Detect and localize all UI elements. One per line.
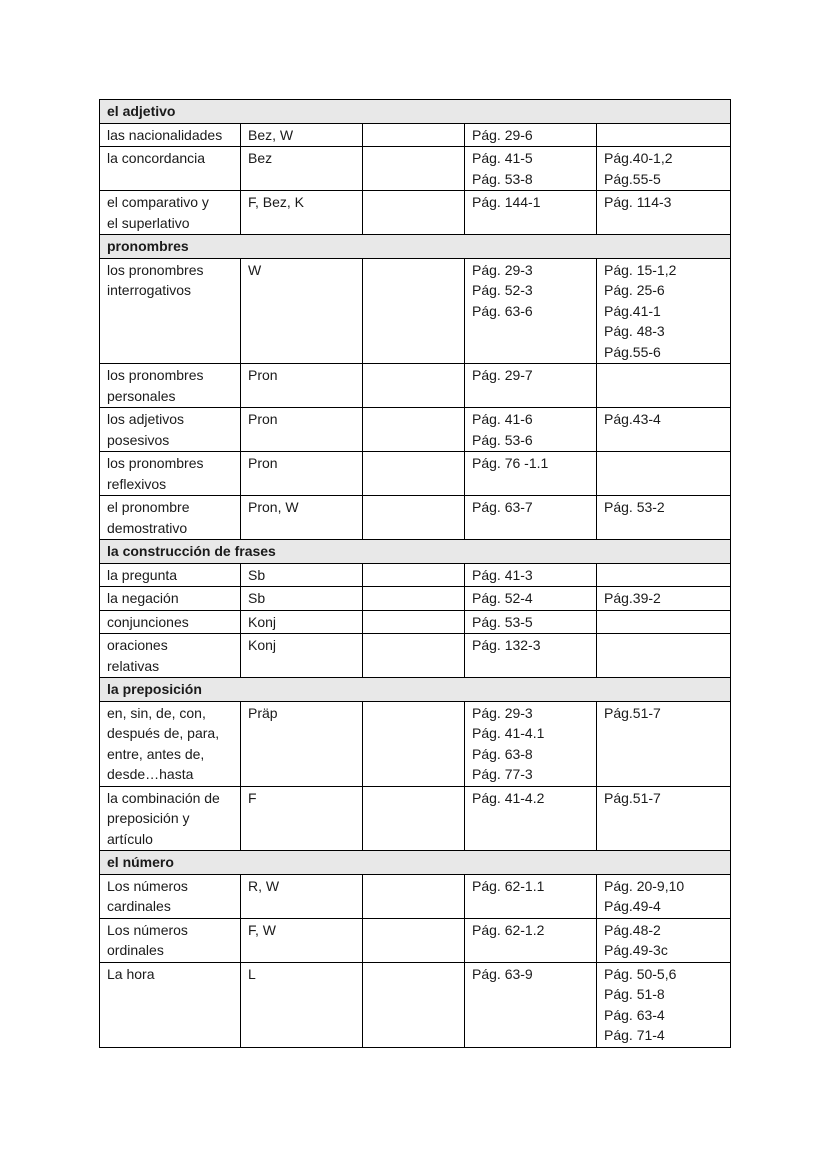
code-cell-line: Sb: [248, 590, 266, 606]
page-ref-cell: [465, 874, 597, 918]
table-row: [100, 610, 731, 634]
document-page: [99, 99, 730, 1048]
page-ref-cell-line: Pág. 76 -1.1: [472, 455, 549, 471]
code-cell-line: Pron, W: [248, 499, 299, 515]
topic-cell: [100, 123, 241, 147]
topic-cell-line: en, sin, de, con,: [107, 704, 206, 721]
extra-ref-cell: [597, 874, 731, 918]
page-ref-cell-line: Pág. 53-6: [472, 431, 533, 448]
page-ref-cell-line: Pág. 41-4.2: [472, 789, 545, 806]
section-title: el número: [100, 851, 731, 875]
topic-cell-line: reflexivos: [107, 475, 167, 492]
topic-cell: [100, 563, 241, 587]
extra-ref-cell: [597, 634, 731, 678]
topic-cell: [100, 408, 241, 452]
code-cell-line: L: [248, 965, 256, 982]
topic-cell: [100, 147, 241, 191]
extra-ref-cell-line: Pág. 51-8: [604, 986, 665, 1002]
topic-cell-line: preposición y: [107, 810, 190, 826]
page-ref-cell: [465, 258, 597, 364]
page-ref-cell: [465, 147, 597, 191]
topic-cell-line: conjunciones: [107, 613, 189, 630]
page-ref-cell-line: Pág. 53-8: [472, 170, 533, 187]
topic-cell-line: el superlativo: [107, 214, 190, 231]
topic-cell: [100, 610, 241, 634]
extra-ref-cell-line: Pág.55-6: [604, 343, 661, 360]
section-title: la construcción de frases: [100, 540, 731, 564]
empty-cell: [363, 701, 465, 786]
code-cell: [241, 918, 363, 962]
table-row: [100, 874, 731, 918]
code-cell-line: F, Bez, K: [248, 194, 305, 210]
page-ref-cell: [465, 123, 597, 147]
code-cell: [241, 610, 363, 634]
topic-cell-line: después de, para,: [107, 725, 220, 741]
extra-ref-cell: [597, 452, 731, 496]
empty-cell: [363, 634, 465, 678]
page-ref-cell: [465, 610, 597, 634]
page-ref-cell-line: Pág. 29-3: [472, 261, 533, 278]
code-cell-line: W: [248, 261, 262, 278]
topic-cell-line: los pronombres: [107, 455, 204, 471]
extra-ref-cell: [597, 123, 731, 147]
extra-ref-cell-line: Pág.39-2: [604, 590, 661, 606]
grammar-table-body: [100, 100, 731, 1048]
topic-cell-line: entre, antes de,: [107, 745, 205, 762]
topic-cell: [100, 587, 241, 611]
code-cell: [241, 634, 363, 678]
extra-ref-cell-line: Pág. 53-2: [604, 499, 665, 515]
page-ref-cell-line: Pág. 144-1: [472, 194, 541, 210]
table-row: [100, 452, 731, 496]
page-ref-cell-line: Pág. 41-5: [472, 150, 533, 166]
extra-ref-cell: [597, 258, 731, 364]
code-cell-line: Konj: [248, 637, 277, 653]
code-cell-line: Bez, W: [248, 126, 294, 143]
code-cell-line: Sb: [248, 566, 266, 583]
topic-cell: [100, 786, 241, 851]
topic-cell-line: personales: [107, 387, 176, 404]
extra-ref-cell-line: Pág. 15-1,2: [604, 261, 677, 278]
extra-ref-cell: [597, 587, 731, 611]
code-cell: [241, 701, 363, 786]
section-header-row: [100, 678, 731, 702]
topic-cell-line: Los números: [107, 921, 188, 938]
topic-cell-line: interrogativos: [107, 282, 192, 298]
page-ref-cell: [465, 701, 597, 786]
topic-cell-line: la concordancia: [107, 150, 206, 166]
extra-ref-cell-line: Pág.51-7: [604, 789, 661, 806]
table-row: [100, 587, 731, 611]
page-ref-cell-line: Pág. 62-1.2: [472, 921, 545, 938]
section-header-row: [100, 851, 731, 875]
topic-cell-line: demostrativo: [107, 519, 188, 536]
empty-cell: [363, 962, 465, 1047]
section-title: el adjetivo: [100, 100, 731, 124]
page-ref-cell-line: Pág. 63-9: [472, 965, 533, 982]
code-cell: [241, 563, 363, 587]
section-header-row: [100, 235, 731, 259]
topic-cell: [100, 918, 241, 962]
table-row: [100, 408, 731, 452]
code-cell-line: Konj: [248, 613, 277, 630]
code-cell-line: F: [248, 789, 257, 806]
topic-cell: [100, 258, 241, 364]
topic-cell: [100, 701, 241, 786]
page-ref-cell: [465, 452, 597, 496]
page-ref-cell-line: Pág. 63-6: [472, 302, 533, 319]
table-row: [100, 634, 731, 678]
table-row: [100, 191, 731, 235]
extra-ref-cell: [597, 408, 731, 452]
extra-ref-cell-line: Pág.48-2: [604, 921, 661, 938]
extra-ref-cell: [597, 610, 731, 634]
table-row: [100, 786, 731, 851]
table-row: [100, 496, 731, 540]
empty-cell: [363, 563, 465, 587]
table-row: [100, 123, 731, 147]
code-cell: [241, 364, 363, 408]
section-title: la preposición: [100, 678, 731, 702]
topic-cell-line: oraciones: [107, 637, 168, 653]
extra-ref-cell: [597, 962, 731, 1047]
code-cell-line: Präp: [248, 704, 278, 721]
table-row: [100, 918, 731, 962]
extra-ref-cell: [597, 496, 731, 540]
empty-cell: [363, 786, 465, 851]
extra-ref-cell-line: Pág.41-1: [604, 302, 661, 319]
code-cell: [241, 786, 363, 851]
empty-cell: [363, 258, 465, 364]
table-row: [100, 364, 731, 408]
page-ref-cell-line: Pág. 63-8: [472, 745, 533, 762]
topic-cell-line: La hora: [107, 965, 155, 982]
empty-cell: [363, 191, 465, 235]
topic-cell: [100, 874, 241, 918]
topic-cell-line: la combinación de: [107, 789, 220, 806]
code-cell: [241, 408, 363, 452]
table-row: [100, 962, 731, 1047]
grammar-table: [99, 99, 731, 1048]
page-ref-cell-line: Pág. 41-3: [472, 566, 533, 583]
extra-ref-cell-line: Pág.49-3c: [604, 942, 668, 958]
topic-cell: [100, 191, 241, 235]
section-header-row: [100, 540, 731, 564]
extra-ref-cell-line: Pág. 114-3: [604, 194, 672, 210]
page-ref-cell: [465, 786, 597, 851]
topic-cell-line: el comparativo y: [107, 194, 209, 210]
extra-ref-cell: [597, 191, 731, 235]
extra-ref-cell: [597, 364, 731, 408]
extra-ref-cell-line: Pág. 50-5,6: [604, 965, 677, 982]
code-cell-line: Pron: [248, 455, 278, 471]
page-ref-cell-line: Pág. 52-4: [472, 590, 533, 606]
code-cell: [241, 587, 363, 611]
table-row: [100, 258, 731, 364]
extra-ref-cell-line: Pág.55-5: [604, 170, 661, 187]
empty-cell: [363, 364, 465, 408]
extra-ref-cell-line: Pág. 48-3: [604, 323, 665, 339]
topic-cell: [100, 634, 241, 678]
extra-ref-cell-line: Pág.40-1,2: [604, 150, 673, 166]
topic-cell-line: los pronombres: [107, 367, 204, 383]
code-cell-line: Pron: [248, 411, 278, 427]
topic-cell: [100, 452, 241, 496]
page-ref-cell-line: Pág. 52-3: [472, 282, 533, 298]
empty-cell: [363, 147, 465, 191]
extra-ref-cell-line: Pág. 63-4: [604, 1006, 665, 1023]
page-ref-cell: [465, 587, 597, 611]
page-ref-cell: [465, 408, 597, 452]
code-cell: [241, 496, 363, 540]
page-ref-cell-line: Pág. 132-3: [472, 637, 541, 653]
code-cell-line: R, W: [248, 877, 280, 894]
code-cell: [241, 123, 363, 147]
page-ref-cell-line: Pág. 62-1.1: [472, 877, 545, 894]
extra-ref-cell: [597, 786, 731, 851]
topic-cell-line: desde…hasta: [107, 766, 194, 782]
topic-cell: [100, 364, 241, 408]
topic-cell-line: los adjetivos: [107, 411, 185, 427]
topic-cell: [100, 962, 241, 1047]
table-row: [100, 147, 731, 191]
code-cell: [241, 258, 363, 364]
topic-cell-line: relativas: [107, 657, 160, 674]
page-ref-cell-line: Pág. 41-4.1: [472, 725, 545, 741]
code-cell: [241, 191, 363, 235]
extra-ref-cell-line: Pág.51-7: [604, 704, 661, 721]
extra-ref-cell: [597, 563, 731, 587]
code-cell: [241, 874, 363, 918]
page-ref-cell: [465, 563, 597, 587]
empty-cell: [363, 123, 465, 147]
extra-ref-cell: [597, 701, 731, 786]
topic-cell-line: Los números: [107, 877, 188, 894]
empty-cell: [363, 918, 465, 962]
page-ref-cell-line: Pág. 77-3: [472, 766, 533, 782]
code-cell-line: F, W: [248, 921, 276, 938]
extra-ref-cell-line: Pág. 71-4: [604, 1027, 665, 1043]
topic-cell-line: posesivos: [107, 431, 170, 448]
topic-cell-line: las nacionalidades: [107, 126, 223, 143]
extra-ref-cell-line: Pág.43-4: [604, 411, 661, 427]
empty-cell: [363, 496, 465, 540]
empty-cell: [363, 587, 465, 611]
extra-ref-cell: [597, 918, 731, 962]
code-cell: [241, 147, 363, 191]
page-ref-cell-line: Pág. 41-6: [472, 411, 533, 427]
code-cell-line: Pron: [248, 367, 278, 383]
section-header-row: [100, 100, 731, 124]
extra-ref-cell-line: Pág. 20-9,10: [604, 877, 685, 894]
page-ref-cell: [465, 364, 597, 408]
topic-cell-line: ordinales: [107, 942, 164, 958]
topic-cell-line: la pregunta: [107, 566, 178, 583]
table-row: [100, 701, 731, 786]
page-ref-cell: [465, 918, 597, 962]
empty-cell: [363, 610, 465, 634]
topic-cell-line: cardinales: [107, 898, 171, 914]
page-ref-cell: [465, 191, 597, 235]
page-ref-cell: [465, 962, 597, 1047]
code-cell: [241, 452, 363, 496]
extra-ref-cell-line: Pág.49-4: [604, 898, 661, 914]
topic-cell: [100, 496, 241, 540]
page-ref-cell-line: Pág. 29-3: [472, 704, 533, 721]
code-cell: [241, 962, 363, 1047]
empty-cell: [363, 874, 465, 918]
empty-cell: [363, 408, 465, 452]
page-ref-cell-line: Pág. 53-5: [472, 613, 533, 630]
topic-cell-line: los pronombres: [107, 261, 204, 278]
empty-cell: [363, 452, 465, 496]
page-ref-cell: [465, 496, 597, 540]
page-ref-cell-line: Pág. 29-7: [472, 367, 533, 383]
section-title: pronombres: [100, 235, 731, 259]
page-ref-cell: [465, 634, 597, 678]
page-ref-cell-line: Pág. 63-7: [472, 499, 533, 515]
extra-ref-cell-line: Pág. 25-6: [604, 282, 665, 298]
page-ref-cell-line: Pág. 29-6: [472, 126, 533, 143]
extra-ref-cell: [597, 147, 731, 191]
topic-cell-line: artículo: [107, 830, 153, 847]
topic-cell-line: la negación: [107, 590, 179, 606]
table-row: [100, 563, 731, 587]
code-cell-line: Bez: [248, 150, 273, 166]
topic-cell-line: el pronombre: [107, 499, 190, 515]
